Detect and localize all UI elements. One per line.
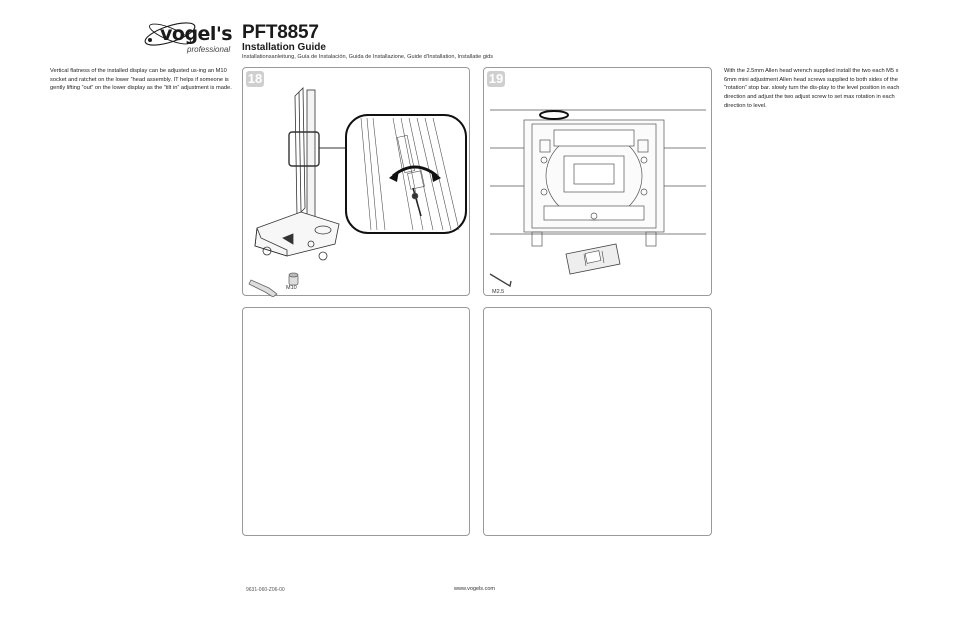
language-list: Installationsanleitung, Guía de Instalación, Guida de Installazione, Guide d'Installation, Installatie gids [242, 54, 494, 60]
tool-size-label: M10 [286, 285, 297, 291]
website-link[interactable]: www.vogels.com [454, 586, 495, 592]
logo-wordmark: vogel's [160, 23, 233, 45]
tool-size-label: M2.5 [492, 289, 505, 295]
product-title: PFT8857 [242, 22, 319, 43]
step-19-instructions: With the 2.5mm Allen head wrench supplied install the two each M5 x 6mm mini adjustment Allen head screws supplied to both sides of the “rotation” stop bar. slowly turn the dis-play to the level position in each direction and adjust the two adjust screw to set max rotation in each direction to level. [724, 68, 900, 109]
step-18-panel [242, 67, 470, 296]
step-19-panel [483, 67, 712, 296]
rotation-stop-illustration [484, 68, 713, 297]
step-number-badge: 19 [488, 71, 504, 86]
empty-step-panel [242, 307, 470, 536]
step-number-badge: 18 [247, 71, 263, 86]
logo-tagline: professional [187, 45, 231, 54]
brand-logo [140, 20, 235, 56]
guide-subtitle: Installation Guide [242, 42, 326, 53]
empty-step-panel [483, 307, 712, 536]
stand-adjustment-illustration [243, 68, 471, 297]
document-code: 9631-060-Z06-00 [246, 587, 285, 593]
step-18-instructions: Vertical flatness of the installed display can be adjusted us-ing an M10 socket and ratchet on the lower “head assembly. IT helps if someone is gently lifting “out” on the lower display as the “tilt in” adjustment is made. [50, 68, 232, 92]
